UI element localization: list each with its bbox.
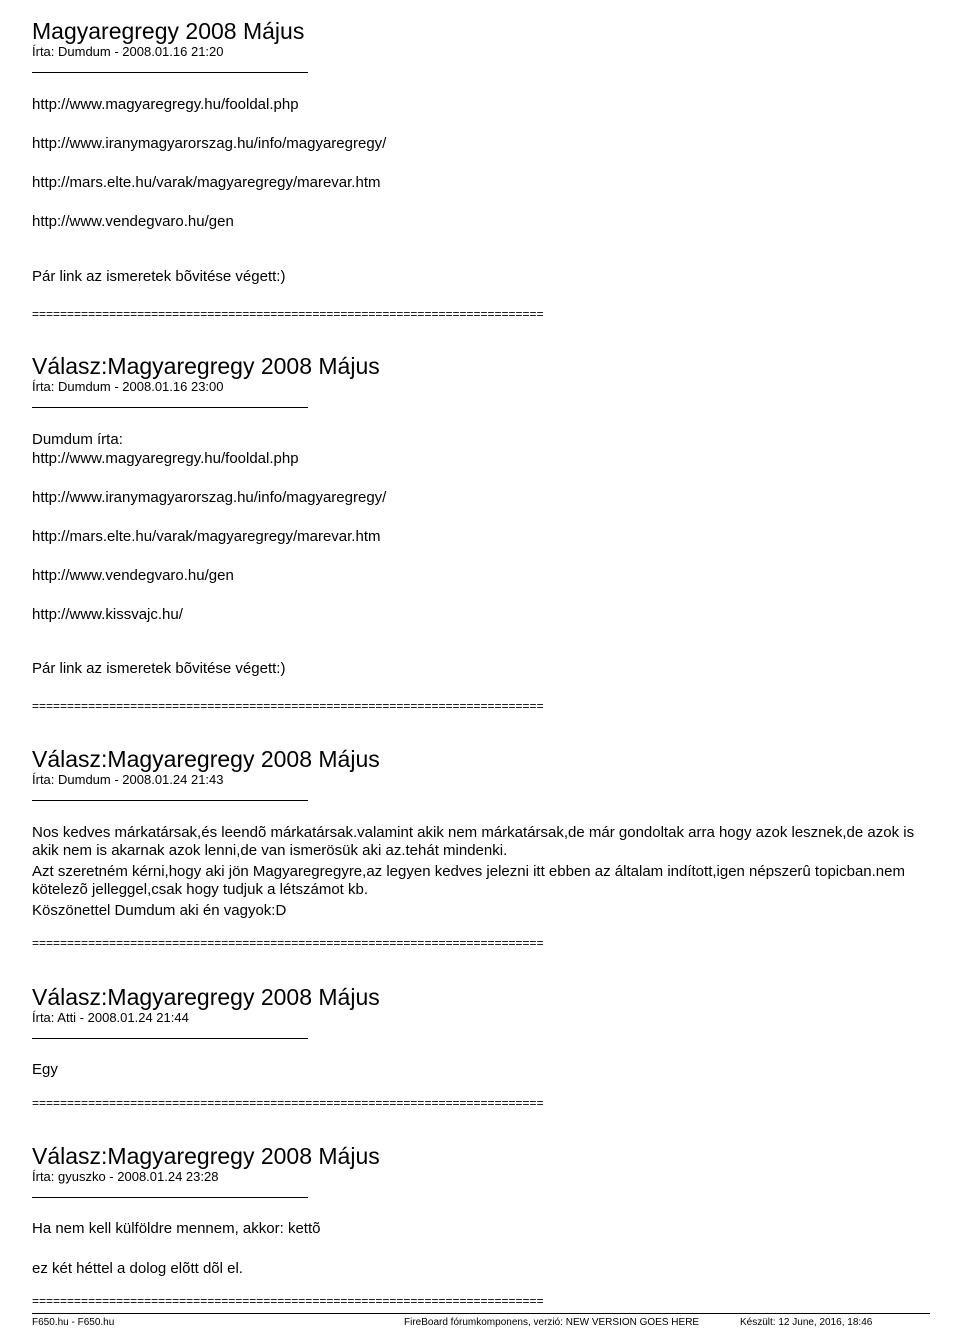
post-text: Pár link az ismeretek bõvitése végett:): [32, 660, 286, 677]
post-divider: [32, 1038, 308, 1039]
post-link[interactable]: http://mars.elte.hu/varak/magyaregregy/marevar.htm: [32, 528, 381, 545]
footer-site: F650.hu - F650.hu: [32, 1317, 115, 1328]
post-meta: Írta: Atti - 2008.01.24 21:44: [32, 1010, 189, 1025]
post-link[interactable]: http://www.kissvajc.hu/: [32, 606, 183, 623]
post-divider: [32, 407, 308, 408]
post-divider: [32, 1197, 308, 1198]
post-link[interactable]: http://mars.elte.hu/varak/magyaregregy/marevar.htm: [32, 174, 381, 191]
footer-timestamp: Készült: 12 June, 2016, 18:46: [740, 1317, 873, 1328]
post-text: Köszönettel Dumdum aki én vagyok:D: [32, 902, 287, 919]
post-link[interactable]: http://www.iranymagyarorszag.hu/info/magyaregregy/: [32, 135, 387, 152]
footer-generator: FireBoard fórumkomponens, verzió: NEW VERSION GOES HERE: [404, 1317, 700, 1328]
post-meta: Írta: gyuszko - 2008.01.24 23:28: [32, 1169, 219, 1184]
post-divider: [32, 72, 308, 73]
post-text: Egy: [32, 1061, 58, 1078]
post-text: Pár link az ismeretek bõvitése végett:): [32, 268, 286, 285]
post-link[interactable]: http://www.vendegvaro.hu/gen: [32, 213, 234, 230]
separator: =========================================================================: [32, 699, 544, 713]
post-link[interactable]: http://www.magyaregregy.hu/fooldal.php: [32, 96, 299, 113]
post-text: ez két héttel a dolog elõtt dõl el.: [32, 1260, 243, 1277]
post-text: Nos kedves márkatársak,és leendõ márkatársak.valamint akik nem márkatársak,de már gondoltak arra hogy azok lesznek,de azok is akik nem is akarnak azok lenni,de van ismerösük aki az.tehát mindenki.: [32, 824, 915, 859]
separator: =========================================================================: [32, 1096, 544, 1110]
post-title: Válasz:Magyaregregy 2008 Május: [32, 1143, 380, 1169]
post-text: Ha nem kell külföldre mennem, akkor: kettõ: [32, 1220, 321, 1237]
post-divider: [32, 800, 308, 801]
post-link[interactable]: http://www.magyaregregy.hu/fooldal.php: [32, 450, 299, 467]
post-text: Azt szeretném kérni,hogy aki jön Magyaregregyre,az legyen kedves jelezni itt ebben az általam indított,igen népszerû topicban.nem kötelezõ jelleggel,csak hogy tudjuk a létszámot kb.: [32, 863, 905, 898]
post-meta: Írta: Dumdum - 2008.01.16 21:20: [32, 44, 224, 59]
post-title: Válasz:Magyaregregy 2008 Május: [32, 984, 380, 1010]
post-title: Válasz:Magyaregregy 2008 Május: [32, 353, 380, 379]
post-meta: Írta: Dumdum - 2008.01.24 21:43: [32, 772, 224, 787]
post-link[interactable]: http://www.vendegvaro.hu/gen: [32, 567, 234, 584]
separator: =========================================================================: [32, 936, 544, 950]
post-meta: Írta: Dumdum - 2008.01.16 23:00: [32, 379, 224, 394]
quote-author: Dumdum írta:: [32, 431, 123, 448]
post-title: Magyaregregy 2008 Május: [32, 18, 305, 44]
footer-rule: [32, 1313, 930, 1314]
post-title: Válasz:Magyaregregy 2008 Május: [32, 746, 380, 772]
post-link[interactable]: http://www.iranymagyarorszag.hu/info/magyaregregy/: [32, 489, 387, 506]
separator: =========================================================================: [32, 1294, 544, 1308]
separator: =========================================================================: [32, 307, 544, 321]
